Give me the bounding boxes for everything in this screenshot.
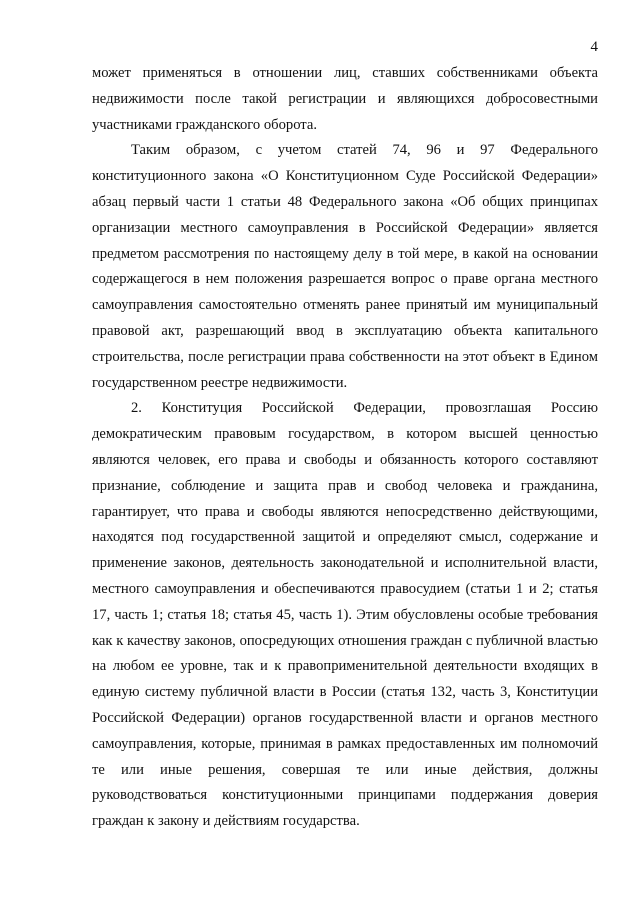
- paragraph-subject-of-review: Таким образом, с учетом статей 74, 96 и 97 Федерального конституционного закона «О Конституционном Суде Российской Федерации» абзац первый части 1 статьи 48 Федерального закона «Об общих принципах организации местного самоуправления в Российской Федерации» является предметом рассмотрения по настоящему делу в той мере, в какой на основании содержащегося в нем положения разрешается вопрос о праве органа местного самоуправления самостоятельно отменять ранее принятый им муниципальный правовой акт, разрешающий ввод в эксплуатацию объекта капитального строительства, после регистрации права собственности на этот объект в Едином государственном реестре недвижимости.: [92, 142, 598, 391]
- paragraph-continuation: может применяться в отношении лиц, ставших собственниками объекта недвижимости после такой регистрации и являющихся добросовестными участниками гражданского оборота.: [92, 65, 598, 133]
- paragraph-section-2: 2. Конституция Российской Федерации, провозглашая Россию демократическим правовым государством, в котором высшей ценностью являются человек, его права и свободы и обязанность которого составляют признание, соблюдение и защита прав и свобод человека и гражданина, гарантирует, что права и свободы являются непосредственно действующими, находятся под государственной защитой и определяют смысл, содержание и применение законов, деятельность законодательной и исполнительной власти, местного самоуправления и обеспечиваются правосудием (статьи 1 и 2; статья 17, часть 1; статья 18; статья 45, часть 1). Этим обусловлены особые требования как к качеству законов, опосредующих отношения граждан с публичной властью на любом ее уровне, так и к правоприменительной деятельности входящих в единую систему публичной власти в России (статья 132, часть 3, Конституции Российской Федерации) органов государственной власти и органов местного самоуправления, которые, принимая в рамках предоставленных им полномочий те или иные решения, совершая те или иные действия, должны руководствоваться конституционными принципами поддержания доверия граждан к закону и действиям государства.: [92, 400, 598, 830]
- document-body: [92, 61, 598, 835]
- page-number: 4: [590, 39, 598, 55]
